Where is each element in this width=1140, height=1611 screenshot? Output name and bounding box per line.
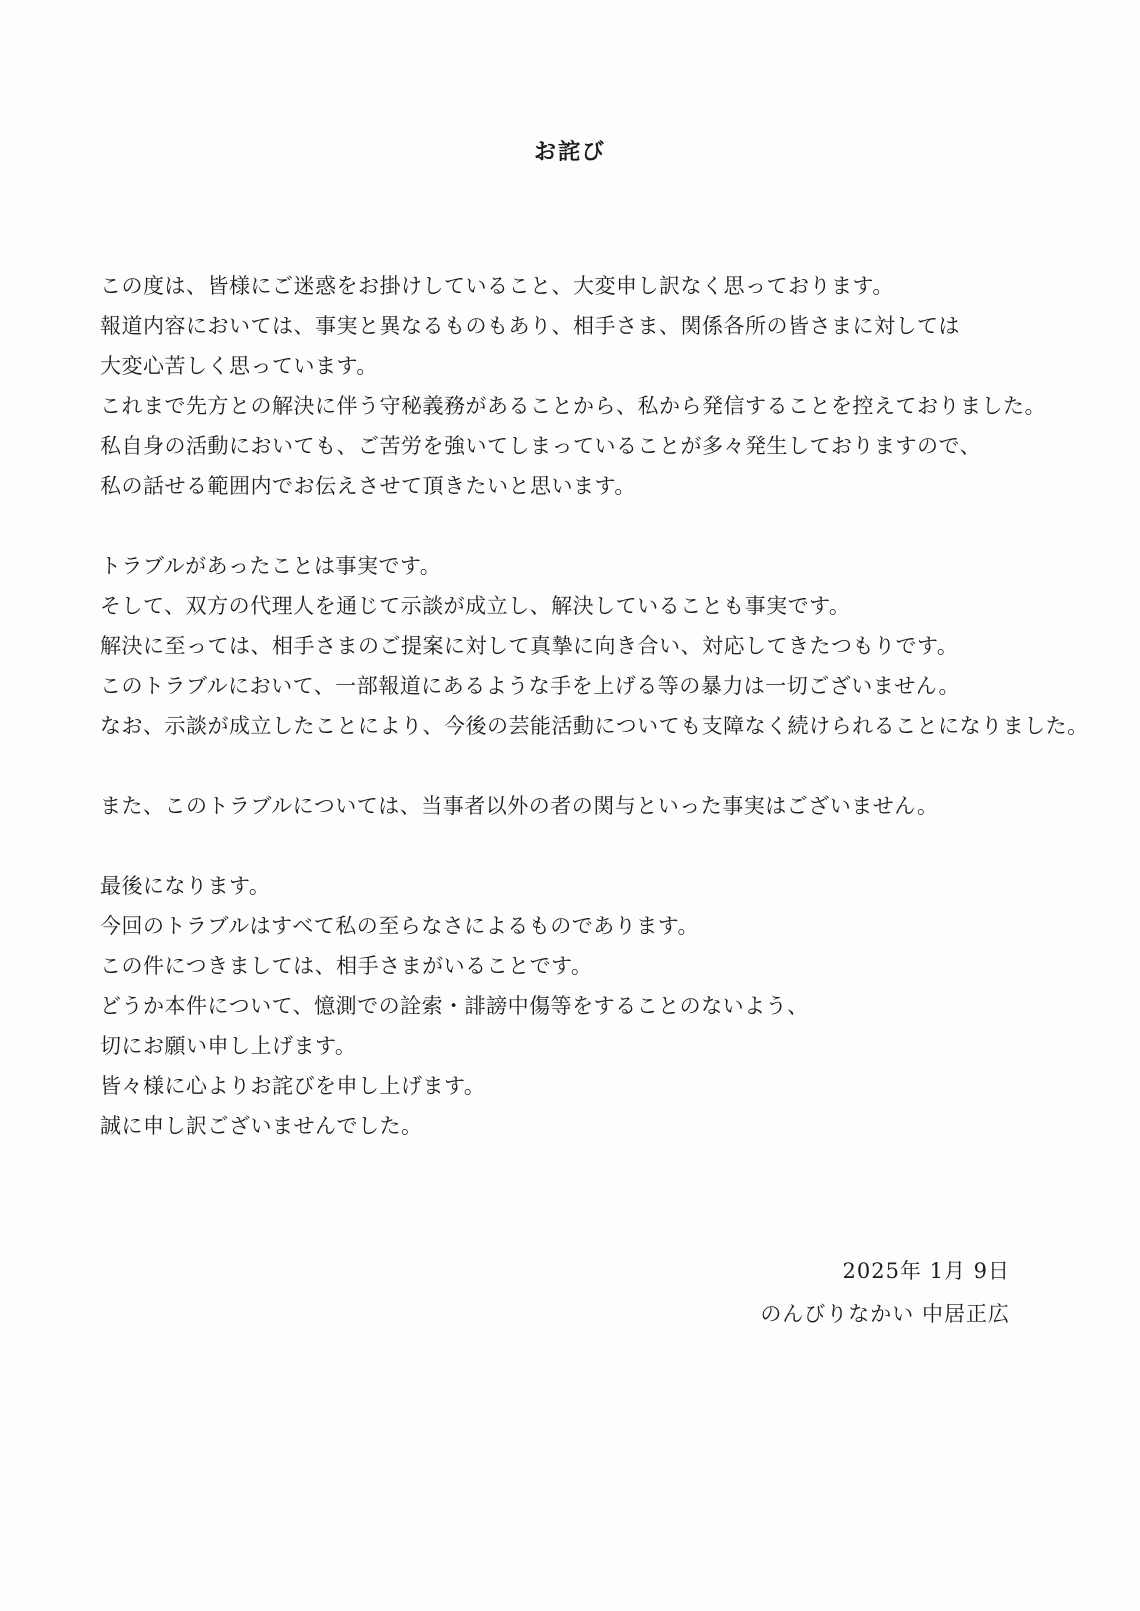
text-line: 切にお願い申し上げます。 bbox=[100, 1034, 357, 1058]
text-line: 私の話せる範囲内でお伝えさせて頂きたいと思います。 bbox=[100, 474, 636, 498]
text-line: 誠に申し訳ございませんでした。 bbox=[100, 1114, 423, 1138]
text-line: この度は、皆様にご迷惑をお掛けしていること、大変申し訳なく思っております。 bbox=[100, 274, 894, 298]
signature-line: のんびりなかい 中居正広 bbox=[760, 1302, 1010, 1326]
text-line: 最後になります。 bbox=[100, 874, 271, 898]
paragraph-involvement bbox=[100, 786, 1070, 826]
paragraph-intro bbox=[100, 266, 1070, 506]
text-line: トラブルがあったことは事実です。 bbox=[100, 554, 442, 578]
text-line: このトラブルにおいて、一部報道にあるような手を上げる等の暴力は一切ございません。 bbox=[100, 674, 960, 698]
text-line: なお、示談が成立したことにより、今後の芸能活動についても支障なく続けられることになりました。 bbox=[100, 714, 1089, 738]
text-line: これまで先方との解決に伴う守秘義務があることから、私から発信することを控えておりました。 bbox=[100, 394, 1046, 418]
text-line: 大変心苦しく思っています。 bbox=[100, 354, 378, 378]
text-line: 皆々様に心よりお詫びを申し上げます。 bbox=[100, 1074, 486, 1098]
letter-body bbox=[0, 266, 1140, 1336]
text-line: 私自身の活動においても、ご苦労を強いてしまっていることが多々発生しておりますので、 bbox=[100, 434, 982, 458]
paragraph-closing bbox=[100, 866, 1070, 1146]
text-line: この件につきましては、相手さまがいることです。 bbox=[100, 954, 593, 978]
text-line: そして、双方の代理人を通じて示談が成立し、解決していることも事実です。 bbox=[100, 594, 851, 618]
date-line: 2025年 1月 9日 bbox=[842, 1259, 1010, 1283]
text-line: 解決に至っては、相手さまのご提案に対して真摯に向き合い、対応してきたつもりです。 bbox=[100, 634, 959, 658]
text-line: どうか本件について、憶測での詮索・誹謗中傷等をすることのないよう、 bbox=[100, 994, 809, 1018]
text-line: 今回のトラブルはすべて私の至らなさによるものであります。 bbox=[100, 914, 700, 938]
paragraph-facts bbox=[100, 546, 1089, 746]
signature-block bbox=[100, 1250, 1070, 1336]
page-title: お詫び bbox=[533, 139, 606, 165]
text-line: 報道内容においては、事実と異なるものもあり、相手さま、関係各所の皆さまに対しては bbox=[100, 314, 960, 338]
text-line: また、このトラブルについては、当事者以外の者の関与といった事実はございません。 bbox=[100, 794, 939, 818]
